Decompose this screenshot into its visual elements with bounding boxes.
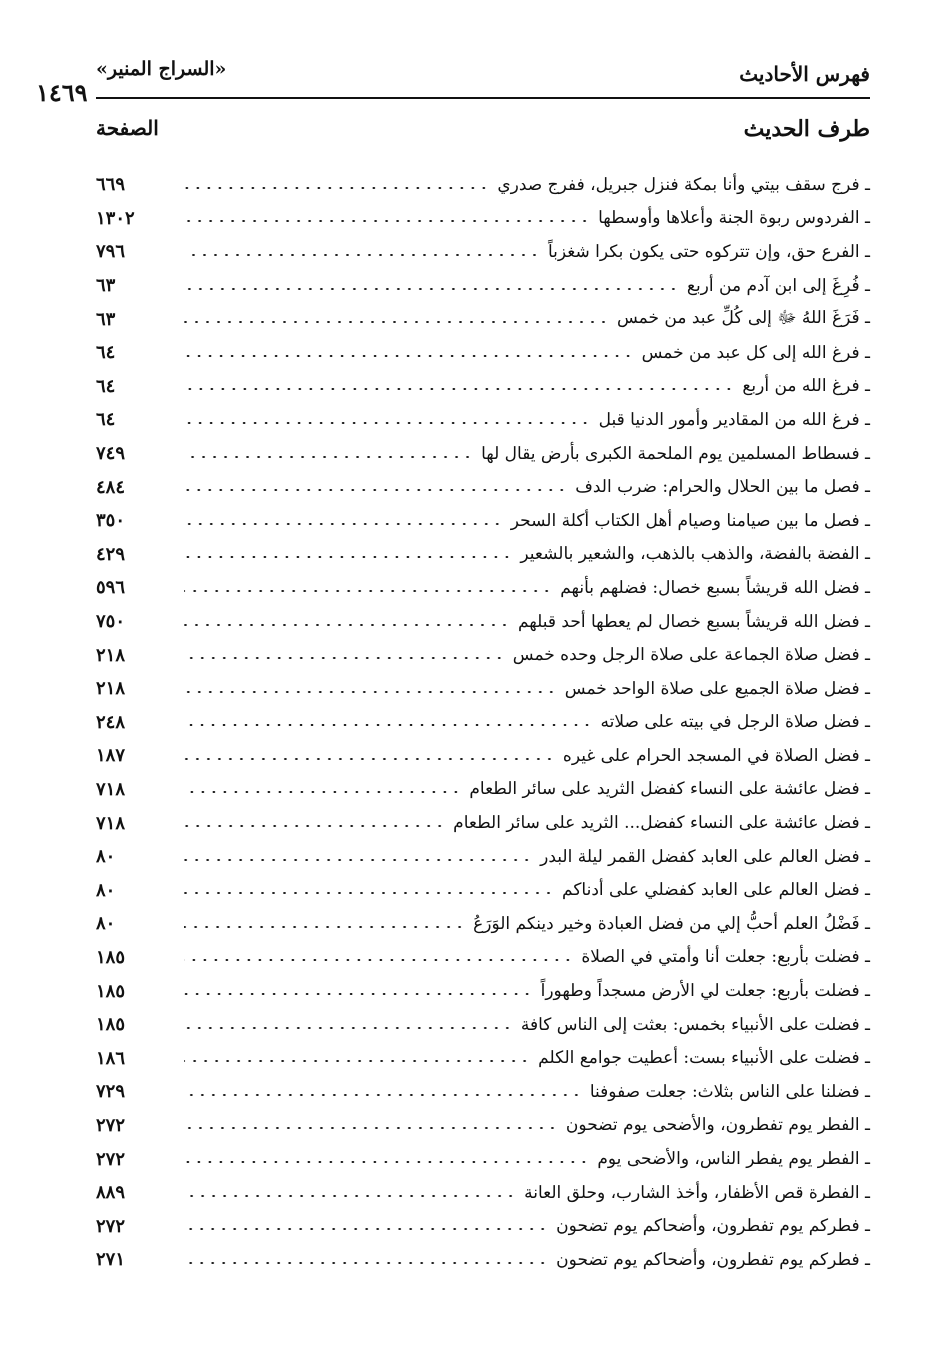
page-reference: ١٨٥	[96, 1014, 126, 1036]
index-entry	[96, 941, 870, 975]
page-reference: ٧٢٩	[96, 1081, 126, 1103]
dot-leader	[184, 926, 465, 928]
hadith-text: ـ فضلت بأربع: جعلت لي الأرض مسجداً وطهوراً	[540, 981, 870, 1002]
dot-leader	[184, 758, 555, 760]
hadith-text: ـ فسطاط المسلمين يوم الملحمة الكبرى بأرض يقال لها	[481, 443, 870, 464]
hadith-text: ـ فضل الله قريشاً بسبع خصال لم يعطها أحد قبلهم	[517, 611, 870, 632]
page-reference: ٨٠	[96, 879, 116, 901]
page-reference: ٢٧١	[96, 1249, 126, 1271]
page-reference: ٦٣	[96, 308, 116, 330]
page-column-header: الصفحة	[96, 116, 159, 140]
hadith-text: ـ فضلت على الأنبياء بخمس: بعثت إلى الناس كافة	[520, 1014, 870, 1035]
hadith-text: ـ فَرَغَ اللهُ ﷻ إلى كُلِّ عبد من خمس	[617, 307, 870, 328]
page-number: ١٤٦٩	[36, 78, 88, 107]
index-entry	[96, 773, 870, 807]
hadith-text: ـ فرغ الله من المقادير وأمور الدنيا قبل	[598, 409, 870, 430]
index-entry	[96, 1075, 870, 1109]
dot-leader	[184, 590, 552, 592]
hadith-text: ـ فضلنا على الناس بثلاث: جعلت صفوفنا	[589, 1081, 870, 1102]
index-entry	[96, 235, 870, 269]
index-entry	[96, 605, 870, 639]
dot-leader	[184, 456, 473, 458]
hadith-text: ـ فَضْلُ العلم أحبُّ إلي من فضل العبادة وخير دينكم الوَرَعُ	[473, 913, 870, 934]
dot-leader	[184, 724, 593, 726]
dot-leader	[184, 355, 634, 357]
index-entry	[96, 907, 870, 941]
page-reference: ١٨٥	[96, 946, 126, 968]
page-reference: ٤٢٩	[96, 543, 126, 565]
index-entry	[96, 974, 870, 1008]
hadith-text: ـ فضل صلاة الجماعة على صلاة الرجل وحده خمس	[512, 645, 870, 666]
hadith-column-header: طرف الحديث	[743, 116, 870, 142]
dot-leader	[184, 1094, 582, 1096]
page-reference: ٧١٨	[96, 812, 126, 834]
dot-leader	[184, 220, 590, 222]
page-reference: ٧٤٩	[96, 443, 126, 465]
index-entry	[96, 538, 870, 572]
dot-leader	[184, 1262, 548, 1264]
dot-leader	[184, 657, 505, 659]
index-entry	[96, 370, 870, 404]
header-rule	[96, 97, 870, 99]
page-reference: ٨٠	[96, 913, 116, 935]
index-entry	[96, 403, 870, 437]
hadith-text: ـ فُرِغَ إلى ابن آدم من أربع	[686, 275, 870, 296]
hadith-text: ـ فضل صلاة الجميع على صلاة الواحد خمس	[564, 678, 870, 699]
dot-leader	[184, 1127, 558, 1129]
hadith-text: ـ فصل ما بين الحلال والحرام: ضرب الدف	[575, 477, 870, 498]
page-reference: ٢١٨	[96, 678, 126, 700]
dot-leader	[184, 892, 554, 894]
hadith-text: ـ فضل الله قريشاً بسبع خصال: فضلهم بأنهم	[560, 577, 870, 598]
dot-leader	[184, 959, 573, 961]
page-reference: ١٨٥	[96, 980, 126, 1002]
hadith-text: ـ فضلت على الأنبياء بست: أعطيت جوامع الكلم	[538, 1048, 870, 1069]
dot-leader	[184, 388, 734, 390]
dot-leader	[184, 1060, 530, 1062]
page-reference: ٧٥٠	[96, 611, 126, 633]
hadith-text: ـ الفطرة قص الأظفار، وأخذ الشارب، وحلق العانة	[524, 1182, 870, 1203]
hadith-text: ـ فطركم يوم تفطرون، وأضحاكم يوم تضحون	[556, 1249, 870, 1270]
hadith-text: ـ فطركم يوم تفطرون، وأضحاكم يوم تضحون	[556, 1216, 870, 1237]
page-reference: ٧١٨	[96, 778, 126, 800]
page-reference: ٥٩٦	[96, 577, 126, 599]
page-reference: ٣٥٠	[96, 510, 126, 532]
dot-leader	[184, 556, 512, 558]
index-entry	[96, 1008, 870, 1042]
index-entry	[96, 873, 870, 907]
page-reference: ١٨٦	[96, 1047, 126, 1069]
index-entry	[96, 1142, 870, 1176]
page-reference: ٢١٨	[96, 644, 126, 666]
hadith-text: ـ فضل الصلاة في المسجد الحرام على غيره	[562, 745, 870, 766]
hadith-text: ـ فصل ما بين صيامنا وصيام أهل الكتاب أكلة السحر	[510, 510, 870, 531]
page-reference: ٤٨٤	[96, 476, 126, 498]
dot-leader	[184, 691, 557, 693]
hadith-text: ـ فرج سقف بيتي وأنا بمكة فنزل جبريل، ففرج صدري	[497, 174, 870, 195]
index-entry	[96, 739, 870, 773]
page-reference: ٢٧٢	[96, 1148, 126, 1170]
hadith-text: ـ الفردوس ربوة الجنة وأعلاها وأوسطها	[598, 208, 870, 229]
index-entry	[96, 1176, 870, 1210]
page-reference: ٦٤	[96, 409, 116, 431]
page-reference: ٦٣	[96, 275, 116, 297]
column-headers	[96, 116, 870, 152]
dot-leader	[184, 523, 503, 525]
dot-leader	[184, 993, 533, 995]
index-entry	[96, 806, 870, 840]
dot-leader	[184, 489, 567, 491]
page-reference: ٨٠	[96, 846, 116, 868]
dot-leader	[184, 1195, 516, 1197]
dot-leader	[184, 1228, 548, 1230]
page-reference: ٨٨٩	[96, 1182, 126, 1204]
dot-leader	[184, 422, 591, 424]
hadith-index-list	[96, 168, 870, 1277]
index-entry	[96, 840, 870, 874]
hadith-text: ـ فضل عائشة على النساء كفضل... الثريد على سائر الطعام	[453, 813, 870, 834]
hadith-text: ـ الفطر يوم يفطر الناس، والأضحى يوم	[597, 1149, 870, 1170]
dot-leader	[184, 859, 532, 861]
index-entry	[96, 1209, 870, 1243]
dot-leader	[184, 1027, 513, 1029]
hadith-text: ـ فضل العالم على العابد كفضل القمر ليلة البدر	[540, 846, 870, 867]
dot-leader	[184, 187, 489, 189]
hadith-text: ـ فضل عائشة على النساء كفضل الثريد على سائر الطعام	[469, 779, 870, 800]
hadith-text: ـ فضلت بأربع: جعلت أنا وأمتي في الصلاة	[581, 947, 870, 968]
dot-leader	[184, 825, 445, 827]
index-entry	[96, 1109, 870, 1143]
page-reference: ١٣٠٢	[96, 207, 135, 229]
index-entry	[96, 269, 870, 303]
index-entry	[96, 202, 870, 236]
page-reference: ٢٤٨	[96, 711, 126, 733]
dot-leader	[184, 624, 510, 626]
index-entry	[96, 1243, 870, 1277]
page-reference: ٧٩٦	[96, 241, 126, 263]
page-reference: ٦٤	[96, 375, 116, 397]
index-entry	[96, 706, 870, 740]
hadith-text: ـ فرغ الله من أربع	[742, 376, 870, 397]
index-entry	[96, 437, 870, 471]
index-entry	[96, 638, 870, 672]
index-entry	[96, 571, 870, 605]
dot-leader	[184, 321, 609, 323]
index-entry	[96, 302, 870, 336]
page-reference: ٢٧٢	[96, 1215, 126, 1237]
hadith-text: ـ الفضة بالفضة، والذهب بالذهب، والشعير بالشعير	[520, 544, 870, 565]
index-entry	[96, 672, 870, 706]
dot-leader	[184, 1161, 589, 1163]
page-reference: ١٨٧	[96, 745, 126, 767]
page-reference: ٦٦٩	[96, 174, 126, 196]
running-header	[96, 58, 870, 92]
book-title: «السراج المنير»	[96, 58, 227, 80]
hadith-text: ـ الفرع حق، وإن تتركوه حتى يكون بكرا شغزباً	[547, 241, 870, 262]
index-entry	[96, 470, 870, 504]
dot-leader	[184, 254, 540, 256]
hadith-text: ـ فضل صلاة الرجل في بيته على صلاته	[600, 712, 870, 733]
dot-leader	[184, 791, 461, 793]
index-entry	[96, 504, 870, 538]
hadith-text: ـ الفطر يوم تفطرون، والأضحى يوم تضحون	[565, 1115, 870, 1136]
page-reference: ٢٧٢	[96, 1114, 126, 1136]
index-entry	[96, 1041, 870, 1075]
dot-leader	[184, 288, 679, 290]
index-entry	[96, 336, 870, 370]
index-entry	[96, 168, 870, 202]
section-title: فهرس الأحاديث	[739, 62, 870, 86]
page-reference: ٦٤	[96, 342, 116, 364]
hadith-text: ـ فرغ الله إلى كل عبد من خمس	[641, 342, 870, 363]
hadith-text: ـ فضل العالم على العابد كفضلي على أدناكم	[562, 880, 870, 901]
